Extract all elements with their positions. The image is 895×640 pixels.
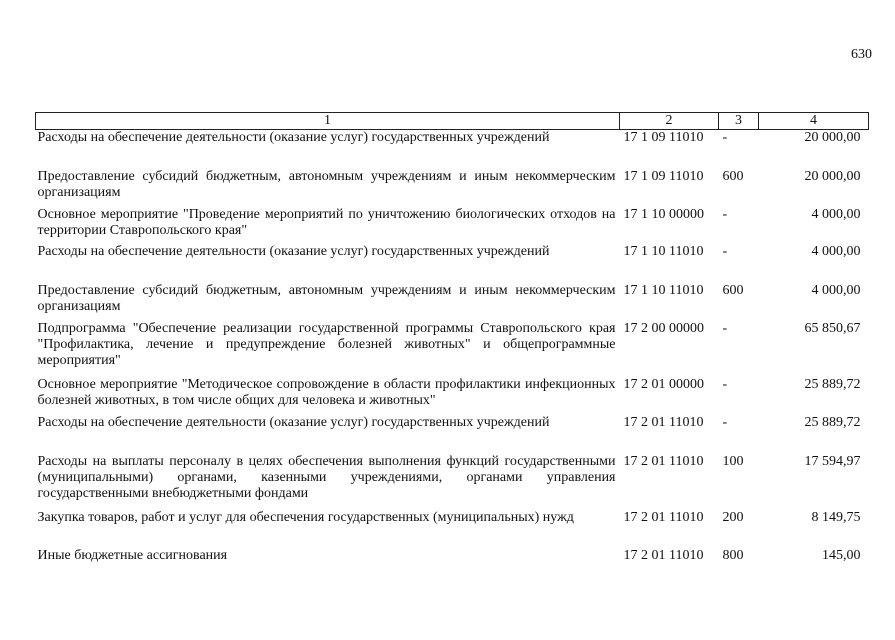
row-amount: 4 000,00 xyxy=(811,206,861,222)
row-amount: 145,00 xyxy=(822,547,861,563)
row-vr: - xyxy=(722,206,728,222)
row-amount: 4 000,00 xyxy=(811,243,861,259)
row-code: 17 1 10 11010 xyxy=(623,282,704,298)
row-name: Основное мероприятие "Методическое сопровождение в области профилактики инфекционных болезней животных, в том числе общих для человека и животных" xyxy=(37,376,616,408)
row-vr: - xyxy=(722,130,728,145)
row-name: Закупка товаров, работ и услуг для обеспечения государственных (муниципальных) нужд xyxy=(37,509,574,525)
table-row xyxy=(36,207,869,244)
table-row xyxy=(36,283,869,321)
row-code: 17 1 10 00000 xyxy=(623,206,704,222)
header-col-4: 4 xyxy=(759,113,869,130)
row-name: Расходы на обеспечение деятельности (оказание услуг) государственных учреждений xyxy=(37,243,550,259)
table-row xyxy=(36,321,869,377)
table-row xyxy=(36,510,869,548)
row-amount: 25 889,72 xyxy=(804,376,861,392)
row-name: Подпрограмма "Обеспечение реализации государственной программы Ставропольского края "Профилактика, лечение и предупреждение болезней животных" и общепрограммные мероприятия" xyxy=(37,320,616,368)
table-row xyxy=(36,130,869,169)
row-amount: 4 000,00 xyxy=(811,282,861,298)
row-vr: 100 xyxy=(722,453,744,469)
row-amount: 17 594,97 xyxy=(804,453,861,469)
row-amount: 20 000,00 xyxy=(804,130,861,145)
page-number: 630 xyxy=(851,47,872,62)
table-row xyxy=(36,548,869,570)
row-vr: - xyxy=(722,414,728,430)
row-code: 17 1 09 11010 xyxy=(623,130,704,145)
row-vr: 800 xyxy=(722,547,744,563)
row-code: 17 2 01 11010 xyxy=(623,509,704,525)
budget-table xyxy=(35,112,869,570)
table-header-row xyxy=(36,113,869,130)
header-col-1: 1 xyxy=(36,113,620,130)
row-amount: 20 000,00 xyxy=(804,168,861,184)
row-vr: - xyxy=(722,320,728,336)
row-amount: 25 889,72 xyxy=(804,414,861,430)
row-code: 17 2 01 00000 xyxy=(623,376,704,392)
row-code: 17 1 10 11010 xyxy=(623,243,704,259)
header-col-3: 3 xyxy=(719,113,759,130)
header-col-2: 2 xyxy=(620,113,719,130)
row-code: 17 2 01 11010 xyxy=(623,547,704,563)
row-name: Расходы на обеспечение деятельности (оказание услуг) государственных учреждений xyxy=(37,130,550,145)
table-row xyxy=(36,415,869,454)
row-vr: 600 xyxy=(722,282,744,298)
row-name: Основное мероприятие "Проведение мероприятий по уничтожению биологических отходов на территории Ставропольского края" xyxy=(37,206,616,238)
row-name: Иные бюджетные ассигнования xyxy=(37,547,228,563)
row-amount: 8 149,75 xyxy=(811,509,861,525)
table-row xyxy=(36,169,869,207)
row-name: Расходы на выплаты персоналу в целях обеспечения выполнения функций государственными (муниципальными) органами, казенными учреждениями, органами управления государственными внебюджетными фондами xyxy=(37,453,616,501)
row-amount: 65 850,67 xyxy=(804,320,861,336)
table-row xyxy=(36,454,869,510)
row-code: 17 2 01 11010 xyxy=(623,453,704,469)
row-code: 17 2 00 00000 xyxy=(623,320,704,336)
row-vr: - xyxy=(722,243,728,259)
row-code: 17 1 09 11010 xyxy=(623,168,704,184)
row-vr: 200 xyxy=(722,509,744,525)
row-name: Расходы на обеспечение деятельности (оказание услуг) государственных учреждений xyxy=(37,414,550,430)
table-row xyxy=(36,377,869,415)
table-row xyxy=(36,244,869,283)
row-code: 17 2 01 11010 xyxy=(623,414,704,430)
row-vr: 600 xyxy=(722,168,744,184)
row-name: Предоставление субсидий бюджетным, автономным учреждениям и иным некоммерческим организациям xyxy=(37,168,616,200)
row-name: Предоставление субсидий бюджетным, автономным учреждениям и иным некоммерческим организациям xyxy=(37,282,616,314)
row-vr: - xyxy=(722,376,728,392)
